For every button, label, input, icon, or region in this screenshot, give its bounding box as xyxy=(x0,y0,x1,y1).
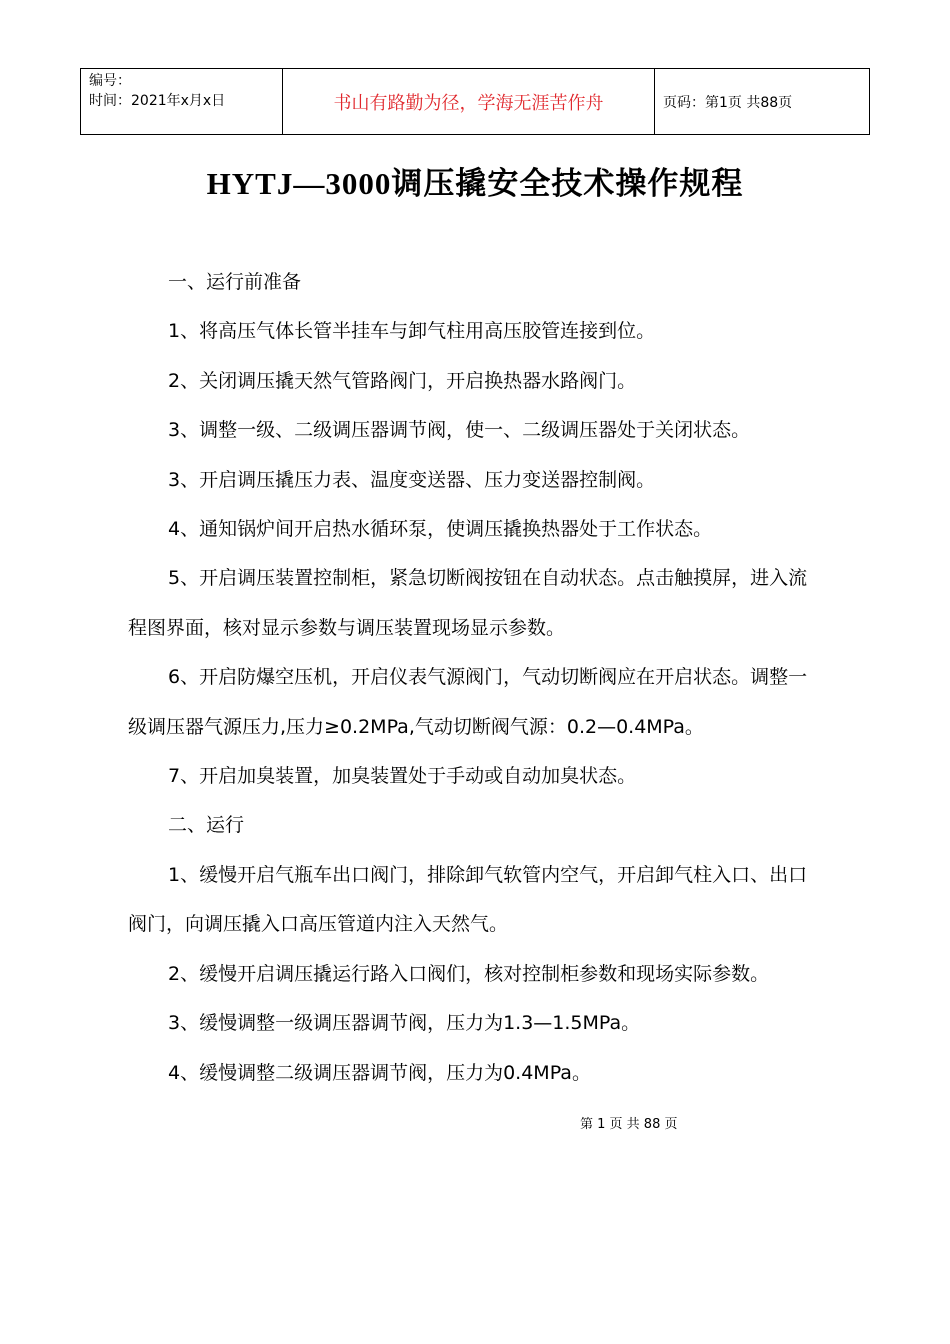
body-paragraph: 3、开启调压撬压力表、温度变送器、压力变送器控制阀。 xyxy=(168,468,656,491)
document-header-table xyxy=(80,68,870,135)
time-label: 时间：2021年x月x日 xyxy=(89,93,226,109)
body-paragraph: 5、开启调压装置控制柜，紧急切断阀按钮在自动状态。点击触摸屏，进入流程图界面，核对显示参数与调压装置现场显示参数。 xyxy=(128,567,808,639)
body-paragraph: 二、运行 xyxy=(168,814,245,837)
body-paragraph: 2、关闭调压撬天然气管路阀门，开启换热器水路阀门。 xyxy=(168,369,637,392)
body-paragraph: 2、缓慢开启调压撬运行路入口阀们，核对控制柜参数和现场实际参数。 xyxy=(168,962,770,985)
body-paragraph: 4、缓慢调整二级调压器调节阀，压力为0.4MPa。 xyxy=(168,1061,591,1084)
document-title-model: HYTJ—3000 xyxy=(206,166,392,201)
body-paragraph: 3、缓慢调整一级调压器调节阀，压力为1.3—1.5MPa。 xyxy=(168,1012,641,1035)
body-paragraph: 7、开启加臭装置，加臭装置处于手动或自动加臭状态。 xyxy=(168,765,637,788)
footer-page-number: 第 1 页 共 88 页 xyxy=(580,1117,678,1132)
body-paragraph: 一、运行前准备 xyxy=(168,271,302,293)
body-paragraph: 1、缓慢开启气瓶车出口阀门，排除卸气软管内空气，开启卸气柱入口、出口阀门，向调压撬入口高压管道内注入天然气。 xyxy=(128,863,808,936)
document-title-text: 调压撬安全技术操作规程 xyxy=(391,166,744,202)
body-paragraph: 6、开启防爆空压机，开启仪表气源阀门，气动切断阀应在开启状态。调整一级调压器气源压力,压力≥0.2MPa,气动切断阀气源：0.2—0.4MPa。 xyxy=(128,666,808,738)
motto-text: 书山有路勤为径，学海无涯苦作舟 xyxy=(283,69,655,135)
document-body xyxy=(128,258,824,1098)
serial-number-label: 编号： xyxy=(89,73,131,89)
body-paragraph: 1、将高压气体长管半挂车与卸气柱用高压胶管连接到位。 xyxy=(168,320,656,343)
body-paragraph: 4、通知锅炉间开启热水循环泵，使调压撬换热器处于工作状态。 xyxy=(168,518,713,541)
body-paragraph: 3、调整一级、二级调压器调节阀，使一、二级调压器处于关闭状态。 xyxy=(168,419,751,442)
document-title xyxy=(0,158,950,203)
header-page-info: 页码：第1页 共88页 xyxy=(655,69,870,135)
header-meta-cell xyxy=(81,69,283,135)
